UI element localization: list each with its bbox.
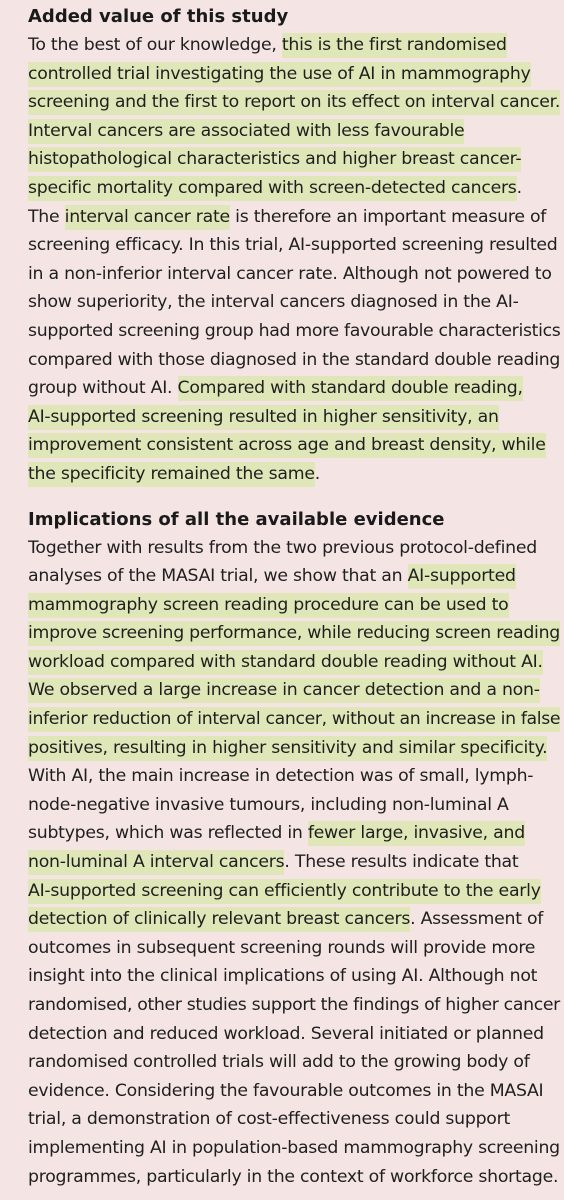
text-run: detection and reduced workload. Several initiated or planned: [28, 1023, 544, 1044]
text-run: subtypes, which was reflected in: [28, 823, 308, 844]
text-line: [28, 145, 560, 174]
text-line: [28, 819, 560, 848]
text-run: The: [28, 206, 65, 227]
text-line: [28, 260, 560, 289]
text-line: [28, 317, 560, 346]
text-line: [28, 562, 560, 591]
text-run: insight into the clinical implications of using AI. Although not: [28, 966, 538, 987]
highlighted-text: positives, resulting in higher sensitivity and similar specificity.: [28, 736, 547, 761]
highlighted-text: mammography screen reading procedure can be used to: [28, 593, 509, 618]
text-run: analyses of the MASAI trial, we show that an: [28, 566, 408, 587]
text-line: [28, 848, 560, 877]
highlighted-text: AI-supported: [408, 564, 516, 589]
highlighted-text: detection of clinically relevant breast cancers: [28, 907, 410, 932]
text-run: .: [516, 177, 522, 198]
text-run: show superiority, the interval cancers diagnosed in the AI-: [28, 292, 519, 313]
text-line: [28, 962, 560, 991]
section-heading: Implications of all the available evidence: [28, 508, 445, 530]
text-run: is therefore an important measure of: [229, 206, 547, 227]
text-run: randomised, other studies support the findings of higher cancer: [28, 995, 560, 1015]
section-heading: Added value of this study: [28, 6, 289, 27]
text-line: [28, 88, 560, 117]
text-line: [28, 534, 560, 563]
text-line: [28, 1163, 560, 1192]
highlighted-text: improve screening performance, while reducing screen reading: [28, 621, 560, 646]
text-line: [28, 877, 560, 906]
text-run: group without AI.: [28, 378, 178, 399]
section-body: [28, 31, 560, 489]
highlighted-text: AI-supported screening resulted in higher sensitivity, an: [28, 405, 499, 430]
text-line: [28, 1134, 560, 1163]
text-line: [28, 934, 560, 963]
highlighted-text: Compared with standard double reading,: [178, 376, 523, 401]
text-line: [28, 288, 560, 317]
highlighted-text: specific mortality compared with screen-detected cancers: [28, 176, 517, 201]
highlighted-text: Interval cancers are associated with less favourable: [28, 119, 464, 144]
text-line: [28, 591, 560, 620]
text-line: [28, 60, 560, 89]
text-line: [28, 734, 560, 763]
text-line: [28, 791, 560, 820]
highlighted-text: interval cancer rate: [65, 205, 230, 230]
text-line: [28, 905, 560, 934]
text-line: [28, 117, 560, 146]
text-run: node-negative invasive tumours, including non-luminal A: [28, 794, 509, 815]
text-line: [28, 705, 560, 734]
text-run: implementing AI in population-based mammography screening: [28, 1137, 560, 1158]
text-line: [28, 762, 560, 791]
text-run: To the best of our knowledge,: [28, 35, 282, 55]
highlighted-text: controlled trial investigating the use of AI in mammography: [28, 62, 531, 87]
text-line: [28, 174, 560, 203]
text-run: programmes, particularly in the context of workforce shortage.: [28, 1166, 559, 1187]
text-run: .: [314, 463, 320, 484]
text-line: [28, 991, 560, 1020]
section-added-value: [28, 3, 560, 489]
text-line: [28, 231, 560, 260]
section-implications: [28, 506, 560, 1192]
highlighted-text: inferior reduction of interval cancer, without an increase in false: [28, 707, 560, 732]
highlighted-text: histopathological characteristics and higher breast cancer-: [28, 147, 521, 172]
text-run: evidence. Considering the favourable outcomes in the MASAI: [28, 1080, 544, 1101]
highlighted-text: the specificity remained the same: [28, 462, 315, 487]
text-line: [28, 1105, 560, 1134]
text-line: [28, 31, 560, 60]
text-line: [28, 460, 560, 489]
text-run: . Assessment of: [410, 909, 544, 930]
text-run: supported screening group had more favourable characteristics: [28, 320, 561, 341]
highlighted-text: fewer large, invasive, and: [308, 821, 525, 846]
text-line: [28, 1048, 560, 1077]
text-line: [28, 346, 560, 375]
text-line: [28, 374, 560, 403]
text-line: [28, 619, 560, 648]
text-line: [28, 1077, 560, 1106]
text-run: Together with results from the two previous protocol-defined: [28, 537, 537, 558]
text-line: [28, 676, 560, 705]
text-run: randomised controlled trials will add to the growing body of: [28, 1052, 530, 1073]
highlighted-text: this is the first randomised: [282, 33, 507, 58]
highlighted-text: AI-supported screening can efficiently contribute to the early: [28, 879, 541, 904]
text-run: With AI, the main increase in detection was of small, lymph-: [28, 766, 534, 787]
highlighted-text: workload compared with standard double reading without AI.: [28, 650, 543, 675]
text-line: [28, 1020, 560, 1049]
highlighted-text: screening and the first to report on its effect on interval cancer.: [28, 90, 560, 115]
text-line: [28, 431, 560, 460]
section-body: [28, 534, 560, 1192]
text-run: compared with those diagnosed in the standard double reading: [28, 349, 561, 370]
text-line: [28, 203, 560, 232]
text-run: outcomes in subsequent screening rounds will provide more: [28, 937, 536, 958]
text-line: [28, 403, 560, 432]
text-run: in a non-inferior interval cancer rate. Although not powered to: [28, 263, 552, 284]
highlighted-text: non-luminal A interval cancers: [28, 850, 284, 875]
text-run: . These results indicate that: [284, 852, 519, 873]
text-run: trial, a demonstration of cost-effectiveness could support: [28, 1109, 511, 1130]
text-line: [28, 648, 560, 677]
highlighted-text: improvement consistent across age and breast density, while: [28, 433, 546, 458]
highlighted-text: We observed a large increase in cancer detection and a non-: [28, 678, 540, 703]
text-run: screening efficacy. In this trial, AI-supported screening resulted: [28, 235, 558, 256]
